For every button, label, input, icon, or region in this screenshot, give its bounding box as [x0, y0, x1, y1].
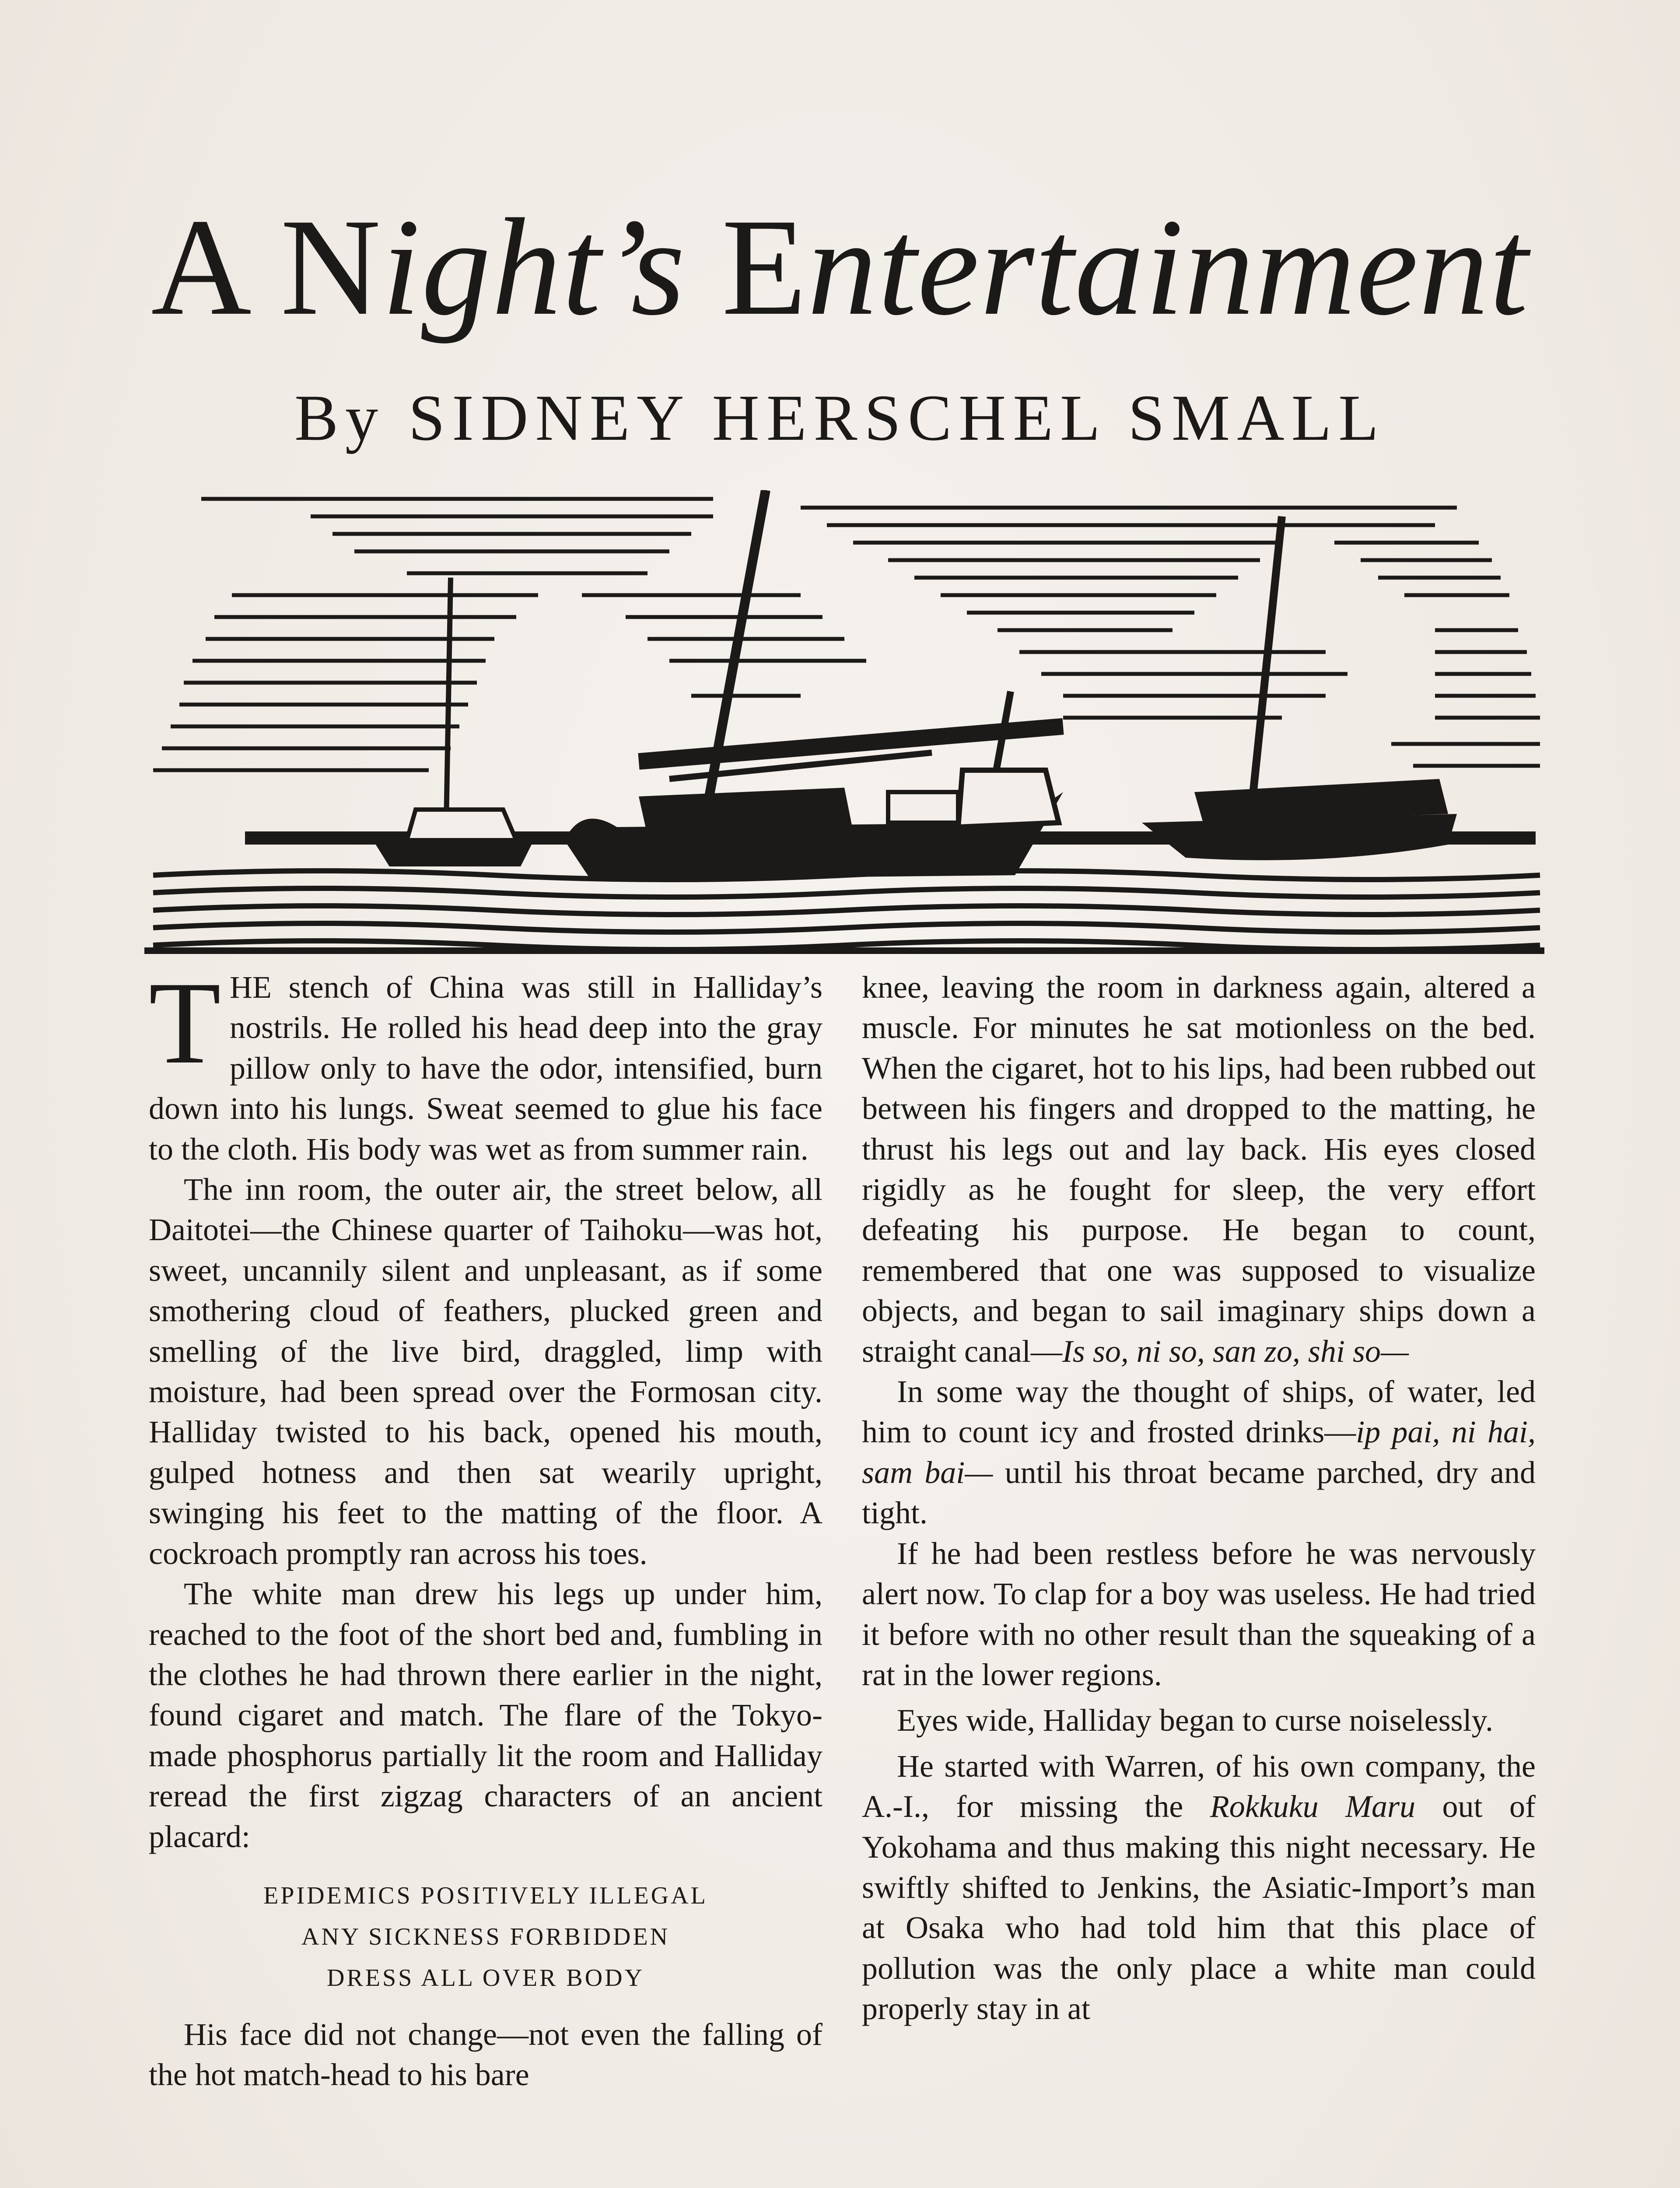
right-column	[862, 967, 1536, 2029]
title-part-c: E	[686, 190, 808, 344]
woodcut-boats-icon	[144, 490, 1544, 954]
paragraph: His face did not change—not even the falling of the hot match-head to his bare	[149, 2016, 822, 2093]
italic-text: ip pai, ni hai, sam bai—	[862, 1414, 1536, 1490]
paragraph-text: HE stench of China was still in Halliday’s nostrils. He rolled his head deep into the gray pillow only to have the odor, intensified, burn down into his lungs. Sweat seemed to glue his face to the cloth. His body was wet as from summer rain.	[149, 970, 822, 1167]
italic-text: Is so, ni so, san zo, shi so—	[1062, 1333, 1409, 1369]
title-part-a: A N	[151, 190, 382, 344]
paragraph	[862, 1746, 1536, 2029]
paragraph: The inn room, the outer air, the street below, all Daitotei—the Chinese quarter of Taihoku—was hot, sweet, uncannily silent and unpleasant, as if some smothering cloud of feathers, plucked green and smelling of the live bird, draggled, limp with moisture, had been spread over the Formosan city. Halliday twisted to his back, opened his mouth, gulped hotness and then sat wearily upright, swinging his feet to the matting of the floor. A cockroach promptly ran across his toes.	[149, 1172, 822, 1571]
paragraph: Eyes wide, Halliday began to curse noiselessly.	[897, 1703, 1493, 1738]
placard-line: DRESS ALL OVER BODY	[326, 1964, 645, 1992]
paragraph	[862, 967, 1536, 1371]
paragraph-text: In some way the thought of ships, of water, led him to count icy and frosted drinks—	[862, 1374, 1536, 1450]
author-byline: By SIDNEY HERSCHEL SMALL	[294, 382, 1386, 454]
paragraph: The white man drew his legs up under him, reached to the foot of the short bed and, fumbling in the clothes he had thrown there earlier in the night, found cigaret and match. The flare of the Tokyo-made phosphorus partially lit the room and Halliday reread the first zigzag characters of an ancient placard:	[149, 1576, 822, 1854]
paragraph-text: He started with Warren, of his own company, the A.-I., for missing the	[862, 1748, 1536, 1824]
paragraph-text: out of Yokohama and thus making this night necessary. He swiftly shifted to Jenkins, the Asiatic-Import’s man at Osaka who had told him that this place of pollution was the only place a white man could properly stay in at	[862, 1789, 1536, 2027]
title-part-b: ight’s	[382, 190, 686, 344]
paragraph-text: knee, leaving the room in darkness again, altered a muscle. For minutes he sat motionless on the bed. When the cigaret, hot to his lips, had been rubbed out between his fingers and dropped to the matting, he thrust his legs out and lay back. His eyes closed rigidly as he fought for sleep, the very effort defeating his purpose. He began to count, remembered that one was supposed to visualize objects, and began to sail imaginary ships down a straight canal—	[862, 970, 1536, 1369]
drop-cap: T	[149, 957, 221, 1088]
story-title	[0, 188, 1680, 346]
title-part-d: ntertainment	[807, 190, 1529, 344]
paragraph	[862, 1371, 1536, 1533]
left-column	[149, 957, 822, 2095]
placard-line: EPIDEMICS POSITIVELY ILLEGAL	[263, 1882, 708, 1909]
paragraph-text: until his throat became parched, dry and tight.	[862, 1455, 1536, 1531]
placard-text	[149, 1875, 822, 1999]
paragraph	[149, 957, 822, 1169]
paragraph: If he had been restless before he was nervously alert now. To clap for a boy was useless. He had tried it before with no other result than the squeaking of a rat in the lower regions.	[862, 1536, 1536, 1692]
placard-line: ANY SICKNESS FORBIDDEN	[301, 1923, 670, 1950]
italic-text: Rokkuku Maru	[1210, 1789, 1416, 1824]
